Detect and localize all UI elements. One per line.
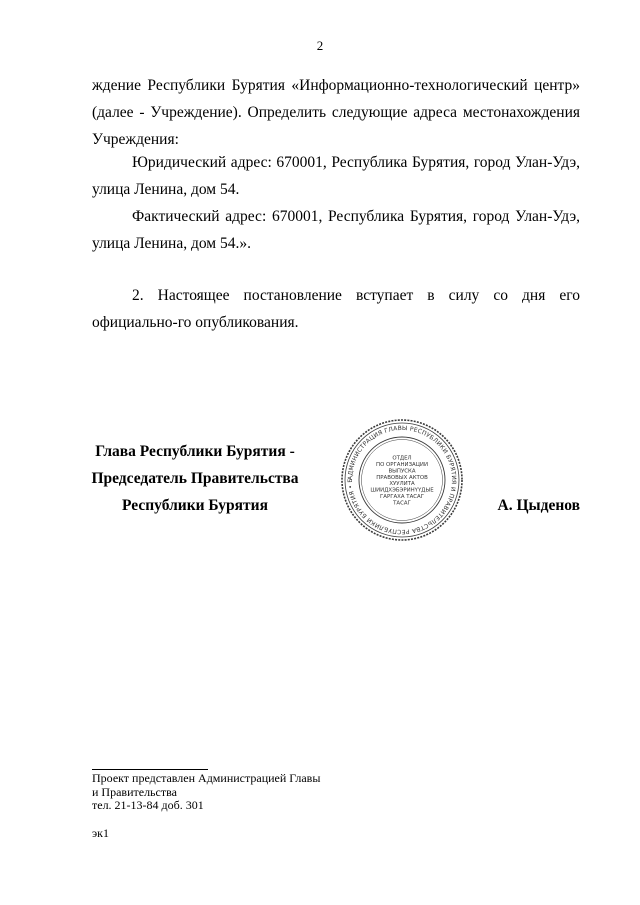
footnote-line-3: тел. 21-13-84 доб. 301	[92, 798, 204, 812]
signature-title-line-1: Глава Республики Бурятия -	[95, 443, 295, 460]
signatory-name: А. Цыденов	[497, 497, 580, 514]
signature-title-block	[60, 438, 330, 519]
seal-center-line: ГАРГАХА ТАСАГ	[379, 494, 425, 500]
svg-text:АДМИНИСТРАЦИЯ ГЛАВЫ РЕСПУБЛИКИ: АДМИНИСТРАЦИЯ ГЛАВЫ РЕСПУБЛИКИ БУРЯТИЯ И ПРАВИТЕЛЬСТВА РЕСПУБЛИКИ БУРЯТИЯ • Б	[346, 424, 458, 536]
signature-title-line-3: Республики Бурятия	[122, 497, 268, 514]
paragraph-legal-address: Юридический адрес: 670001, Республика Бурятия, город Улан-Удэ, улица Ленина, дом 54.	[92, 154, 580, 198]
page-number: 2	[316, 38, 324, 53]
seal-center-line: ВЫПУСКА	[388, 468, 416, 475]
seal-center-line: ПРАВОВЫХ АКТОВ	[376, 474, 428, 481]
footnote-line-2: и Правительства	[92, 784, 177, 799]
seal-center-line: ПО ОРГАНИЗАЦИИ	[376, 462, 428, 468]
seal-center-line: ОТДЕЛ	[392, 455, 412, 462]
seal-center-line: ТАСАГ	[393, 500, 411, 507]
paragraph-institution: ждение Республики Бурятия «Информационно-технологический центр» (далее - Учреждение). Определить следующие адреса местонахождения Учреждения:	[92, 77, 580, 148]
footnote	[92, 772, 320, 813]
seal-center-line: ХУУЛИТА	[389, 481, 415, 488]
footnote-divider	[92, 769, 208, 770]
document-code: эк1	[92, 826, 109, 840]
signature-title-line-2: Председатель Правительства	[91, 470, 299, 487]
official-seal	[340, 418, 464, 542]
paragraph-actual-address: Фактический адрес: 670001, Республика Бурятия, город Улан-Удэ, улица Ленина, дом 54.».	[92, 208, 580, 252]
paragraph-effective-date: 2. Настоящее постановление вступает в силу со дня его официально-го опубликования.	[92, 287, 580, 331]
footnote-line-1: Проект представлен Администрацией Главы	[92, 771, 321, 785]
seal-center-line: ШИИДХЭБЭРИНҮҮДЫЕ	[370, 487, 434, 494]
official-seal-icon	[340, 418, 464, 542]
